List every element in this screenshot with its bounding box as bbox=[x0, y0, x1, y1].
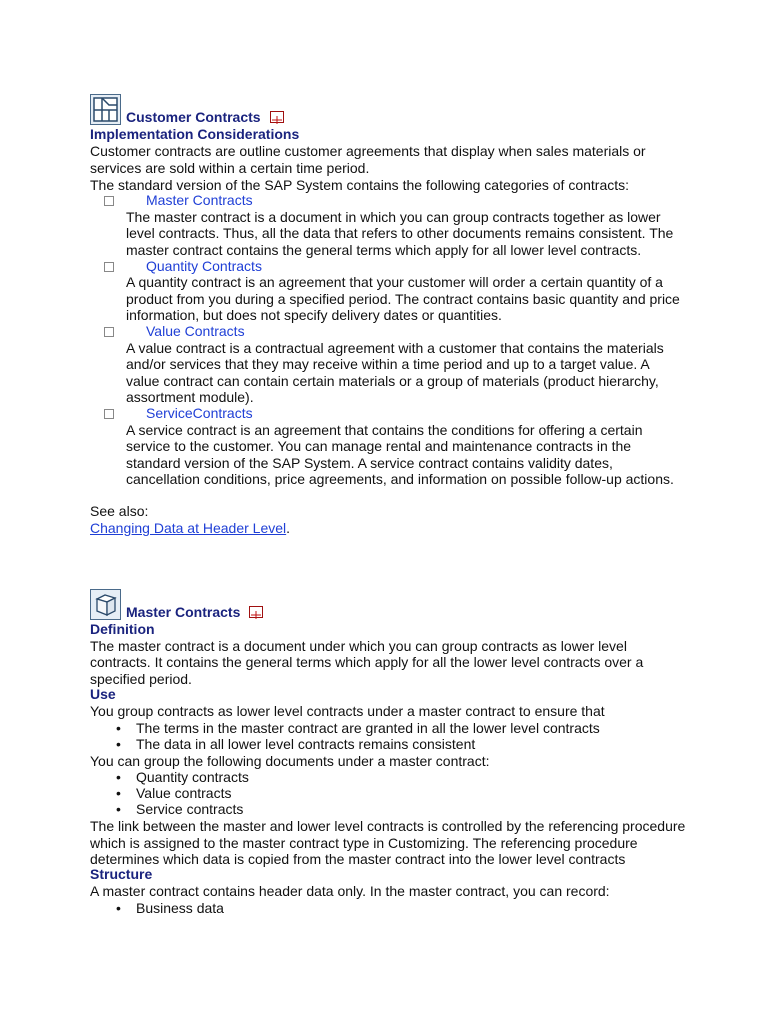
category-text-line: The master contract is a document in which you can group contracts together as lower bbox=[126, 209, 661, 225]
bullet-marker: • bbox=[116, 801, 121, 817]
category-text-line: level contracts. Thus, all the data that refers to other documents remains consistent. The bbox=[126, 225, 674, 241]
category-text-line: A service contract is an agreement that contains the conditions for offering a certain bbox=[126, 422, 643, 438]
expand-link-icon[interactable] bbox=[249, 606, 263, 618]
category-text-line: service to the customer. You can manage rental and maintenance contracts in the bbox=[126, 438, 632, 454]
master-contracts-title-row bbox=[90, 589, 263, 620]
group-bullet: Service contracts bbox=[136, 801, 244, 817]
list-checkbox-icon bbox=[104, 262, 114, 272]
list-checkbox-icon bbox=[104, 327, 114, 337]
category-text-line: A value contract is a contractual agreement with a customer that contains the materials bbox=[126, 340, 664, 356]
definition-line: contracts. It contains the general terms which apply for all the lower level contracts over a bbox=[90, 654, 644, 670]
quantity-contracts-link[interactable]: Quantity Contracts bbox=[146, 258, 262, 274]
expand-link-icon[interactable] bbox=[270, 111, 284, 123]
category-text-line: A quantity contract is an agreement that your customer will order a certain quantity of a bbox=[126, 274, 663, 290]
bullet-marker: • bbox=[116, 785, 121, 801]
bullet-marker: • bbox=[116, 900, 121, 916]
section-title: Customer Contracts bbox=[126, 109, 261, 125]
intro-line: The standard version of the SAP System contains the following categories of contracts: bbox=[90, 177, 630, 193]
category-text-line: value contract can contain certain materials or a group of materials (product hierarchy, bbox=[126, 373, 659, 389]
cube-object-icon bbox=[90, 589, 121, 620]
intro-line: services are sold within a certain time period. bbox=[90, 160, 370, 176]
changing-data-header-link[interactable]: Changing Data at Header Level bbox=[90, 520, 287, 536]
category-text-line: product from you during a specified period. The contract contains basic quantity and price bbox=[126, 291, 680, 307]
bullet-marker: • bbox=[116, 720, 121, 736]
use-heading: Use bbox=[90, 686, 116, 702]
category-text-line: standard version of the SAP System. A service contract contains validity dates, bbox=[126, 455, 613, 471]
link-text-line: which is assigned to the master contract type in Customizing. The referencing procedure bbox=[90, 835, 638, 851]
use-bullet: The data in all lower level contracts remains consistent bbox=[136, 736, 476, 752]
structure-table-icon bbox=[90, 94, 121, 125]
structure-intro: A master contract contains header data only. In the master contract, you can record: bbox=[90, 883, 610, 899]
use-intro: You group contracts as lower level contracts under a master contract to ensure that bbox=[90, 703, 605, 719]
definition-line: The master contract is a document under which you can group contracts as lower level bbox=[90, 638, 627, 654]
see-also-label: See also: bbox=[90, 503, 149, 519]
category-text-line: assortment module). bbox=[126, 389, 254, 405]
bullet-marker: • bbox=[116, 736, 121, 752]
group-bullet: Quantity contracts bbox=[136, 769, 249, 785]
list-checkbox-icon bbox=[104, 409, 114, 419]
link-text-line: determines which data is copied from the master contract into the lower level contracts bbox=[90, 851, 626, 867]
definition-heading: Definition bbox=[90, 621, 155, 637]
structure-bullet: Business data bbox=[136, 900, 224, 916]
see-also-period: . bbox=[286, 520, 291, 536]
group-bullet: Value contracts bbox=[136, 785, 232, 801]
value-contracts-link[interactable]: Value Contracts bbox=[146, 323, 245, 339]
definition-line: specified period. bbox=[90, 671, 192, 687]
use-bullet: The terms in the master contract are granted in all the lower level contracts bbox=[136, 720, 600, 736]
implementation-heading: Implementation Considerations bbox=[90, 126, 300, 142]
bullet-marker: • bbox=[116, 769, 121, 785]
customer-contracts-title-row bbox=[90, 94, 284, 125]
section-title: Master Contracts bbox=[126, 604, 241, 620]
category-text-line: cancellation conditions, price agreements, and information on possible follow-up actions. bbox=[126, 471, 674, 487]
see-also-row bbox=[90, 520, 290, 536]
category-text-line: and/or services that they may receive within a time period and up to a target value. A bbox=[126, 356, 650, 372]
category-text-line: master contract contains the general terms which apply for all lower level contracts. bbox=[126, 242, 642, 258]
structure-heading: Structure bbox=[90, 866, 153, 882]
category-text-line: information, but does not specify delivery dates or quantities. bbox=[126, 307, 502, 323]
link-text-line: The link between the master and lower level contracts is controlled by the referencing procedure bbox=[90, 818, 686, 834]
group-intro: You can group the following documents under a master contract: bbox=[90, 753, 490, 769]
list-checkbox-icon bbox=[104, 196, 114, 206]
service-contracts-link[interactable]: ServiceContracts bbox=[146, 405, 253, 421]
master-contracts-link[interactable]: Master Contracts bbox=[146, 192, 253, 208]
intro-line: Customer contracts are outline customer agreements that display when sales materials or bbox=[90, 143, 646, 159]
